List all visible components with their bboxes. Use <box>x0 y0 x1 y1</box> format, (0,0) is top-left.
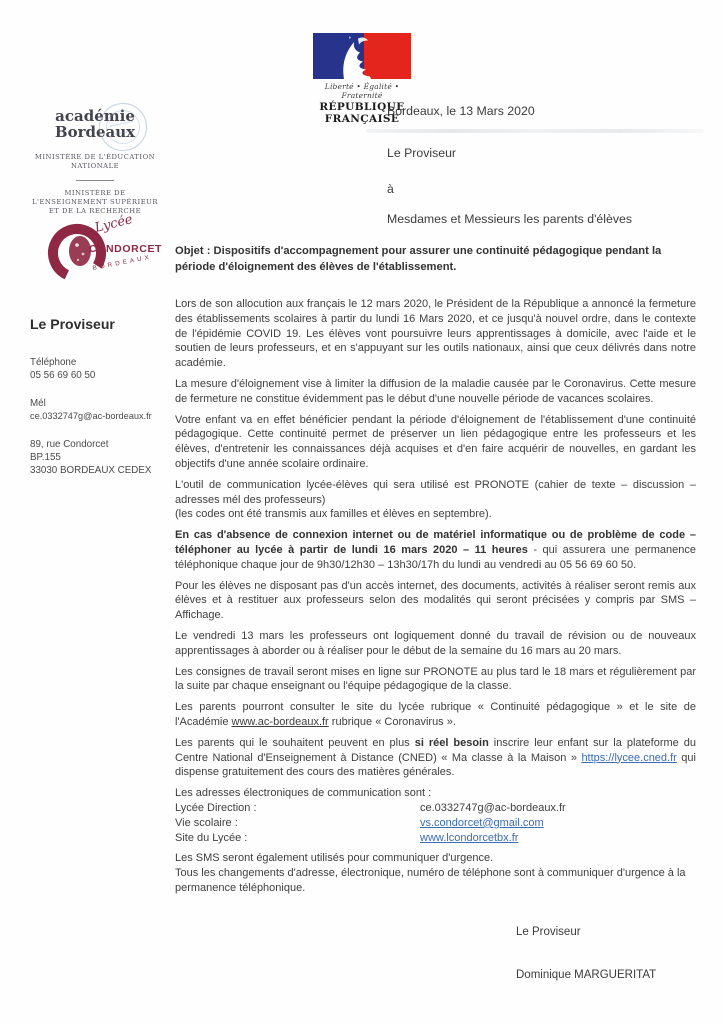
text-segment: www.ac-bordeaux.fr <box>231 715 329 728</box>
letter-paragraph <box>175 736 696 780</box>
text-segment: si réel besoin <box>414 736 489 749</box>
letter-paragraph <box>175 579 696 623</box>
text-segment: (les codes ont été transmis aux familles et élèves en septembre). <box>175 508 492 521</box>
contact-value <box>420 831 696 846</box>
logo-word-condorcet: CONDORCET <box>89 243 163 255</box>
letter-paragraph <box>175 377 696 407</box>
address-line: 89, rue Condorcet <box>30 439 109 450</box>
contacts-block <box>175 786 696 845</box>
ministry-education-label: MINISTÈRE DE L'ÉDUCATION NATIONALE <box>34 153 156 170</box>
contact-link[interactable]: vs.condorcet@gmail.com <box>420 816 544 829</box>
email-label: Mél <box>30 398 46 409</box>
signature-title: Le Proviseur <box>516 926 581 938</box>
contact-row <box>175 801 696 816</box>
logo-word-lycee: Lycée <box>93 212 135 236</box>
sender-email-group <box>30 397 172 423</box>
subject-line: Objet : Dispositifs d'accompagnement pour assurer une continuité pédagogique pendant la période d'éloignement des élèves de l'établissement. <box>175 245 662 273</box>
text-segment: inscrire leur enfant sur la plateforme du Centre National d'Enseignement à Distance (CNED) « Ma classe à la Maison » <box>175 736 696 764</box>
letter-paragraph <box>175 413 696 472</box>
text-segment: Les parents qui le souhaitent peuvent en plus <box>175 736 415 749</box>
text-segment: - qui assurera une permanence téléphonique chaque jour de 9h30/12h30 – 13h30/17h du lundi au vendredi au 05 56 69 60 50. <box>175 543 696 571</box>
text-segment: La mesure d'éloignement vise à limiter la diffusion de la maladie causée par le Coronavirus. Cette mesure de fermeture ne constitue évidemment pas le début d'une nouvelle période de vacances scolaires. <box>175 377 696 405</box>
closing-line: Les SMS seront également utilisés pour communiquer d'urgence. <box>175 852 494 865</box>
contact-link[interactable]: www.lcondorcetbx.fr <box>420 831 519 844</box>
text-segment: Les parents pourront consulter le site du lycée rubrique « Continuité pédagogique » et le site de l'Académie <box>175 701 696 728</box>
contact-label: Lycée Direction : <box>175 801 257 814</box>
text-segment: rubrique « Coronavirus ». <box>328 715 456 728</box>
text-segment: L'outil de communication lycée-élèves qui sera utilisé est PRONOTE (cahier de texte – discussion – adresses mél des professeurs) <box>175 478 696 506</box>
letter-paragraph <box>175 478 696 522</box>
condorcet-emblem-icon <box>46 210 164 292</box>
ministry-divider <box>76 180 114 181</box>
letter-paragraph <box>175 665 696 695</box>
sender-title: Le Proviseur <box>30 316 115 332</box>
contact-rows <box>175 801 696 845</box>
address-line: 33030 BORDEAUX CEDEX <box>30 465 152 476</box>
phone-number: 05 56 69 60 50 <box>30 370 96 381</box>
contact-value <box>420 816 696 831</box>
contact-label: Vie scolaire : <box>175 816 238 829</box>
address-line: BP.155 <box>30 452 61 463</box>
republic-text: RÉPUBLIQUE FRANÇAISE <box>319 101 405 125</box>
contact-row <box>175 816 696 831</box>
sender-phone-group <box>30 356 172 382</box>
academie-name-line1: académie <box>55 107 135 125</box>
from-line: Le Proviseur <box>387 146 457 160</box>
academie-name-line2: Bordeaux <box>54 123 136 141</box>
signature-name: Dominique MARGUERITAT <box>516 969 657 981</box>
letter-paragraph <box>175 629 696 659</box>
inline-link[interactable]: https://lycee.cned.fr <box>581 751 677 764</box>
contact-row <box>175 831 696 846</box>
text-segment: qui dispense gratuitement des cours des matières générales. <box>175 751 696 779</box>
logo-word-bordeaux: BORDEAUX <box>92 253 153 272</box>
phone-label: Téléphone <box>30 357 77 368</box>
text-segment: Votre enfant va en effet bénéficier pendant la période d'éloignement de l'établissement d'une continuité pédagogique. Cette continuité permet de préserver un lien pédagogique entre les professeurs et les élèves, d'entretenir les connaissances déjà acquises et d'en faire acquérir de nouvelles, en gardant les objectifs d'une année scolaire ordinaire. <box>175 413 696 470</box>
to-preposition: à <box>387 182 394 196</box>
letter-paragraph <box>175 700 696 730</box>
sender-contact-block <box>30 316 172 477</box>
contact-value: ce.0332747g@ac-bordeaux.fr <box>420 801 566 814</box>
text-segment: Pour les élèves ne disposant pas d'un accès internet, des documents, activités à réaliser seront remis aux élèves et à restituer aux professeurs selon des modalités qui seront précisées y compris par SMS – Affichage. <box>175 579 696 622</box>
contact-label: Site du Lycée : <box>175 831 248 844</box>
text-segment: Lors de son allocution aux français le 12 mars 2020, le Président de la République a annoncé la fermeture des établissements scolaires à partir du lundi 16 Mars 2020, et ce jusqu'à nouvel ordre, dans le contexte de l'épidémie COVID 19. Les élèves vont poursuivre leurs apprentissages à domicile, avec l'aide et le soutien de leurs professeurs, et en s'appuyant sur les outils nationaux, ainsi que ceux délivrés dans notre académie. <box>175 298 696 370</box>
letter-heading <box>387 104 632 226</box>
closing-line: Tous les changements d'adresse, électronique, numéro de téléphone sont à communiquer d'urgence à la permanence téléphonique. <box>175 867 686 894</box>
sender-address <box>30 438 172 477</box>
recipients-line: Mesdames et Messieurs les parents d'élèves <box>387 212 632 226</box>
letter-paragraph <box>175 297 696 371</box>
text-segment: Le vendredi 13 mars les professeurs ont logiquement donné du travail de révision ou de nouveaux apprentissages à aborder ou à réaliser pour le début de la semaine du 16 mars au 20 mars. <box>175 629 696 657</box>
letter-paragraph <box>175 528 696 572</box>
letter-flow <box>175 297 696 896</box>
closing-block <box>175 851 696 895</box>
letter-body <box>175 297 696 780</box>
email-address: ce.0332747g@ac-bordeaux.fr <box>30 411 152 421</box>
text-segment: Les consignes de travail seront mises en ligne sur PRONOTE au plus tard le 18 mars et régulièrement par la suite par chaque enseignant ou l'équipe pédagogique de la classe. <box>175 665 696 693</box>
lycee-condorcet-logo <box>46 210 164 297</box>
text-segment: En cas d'absence de connexion internet ou de matériel informatique ou de problème de code – téléphoner au lycée à partir de lundi 16 mars 2020 – 11 heures <box>175 529 696 556</box>
contacts-intro: Les adresses électroniques de communication sont : <box>175 787 432 800</box>
dateline: Bordeaux, le 13 Mars 2020 <box>387 104 535 118</box>
french-flag-marianne-icon <box>313 33 411 79</box>
ministry-research-label: MINISTÈRE DE L'ENSEIGNEMENT SUPÉRIEUR ET DE LA RECHERCHE <box>31 189 159 215</box>
motto-text: Liberté • Égalité • Fraternité <box>324 82 400 100</box>
